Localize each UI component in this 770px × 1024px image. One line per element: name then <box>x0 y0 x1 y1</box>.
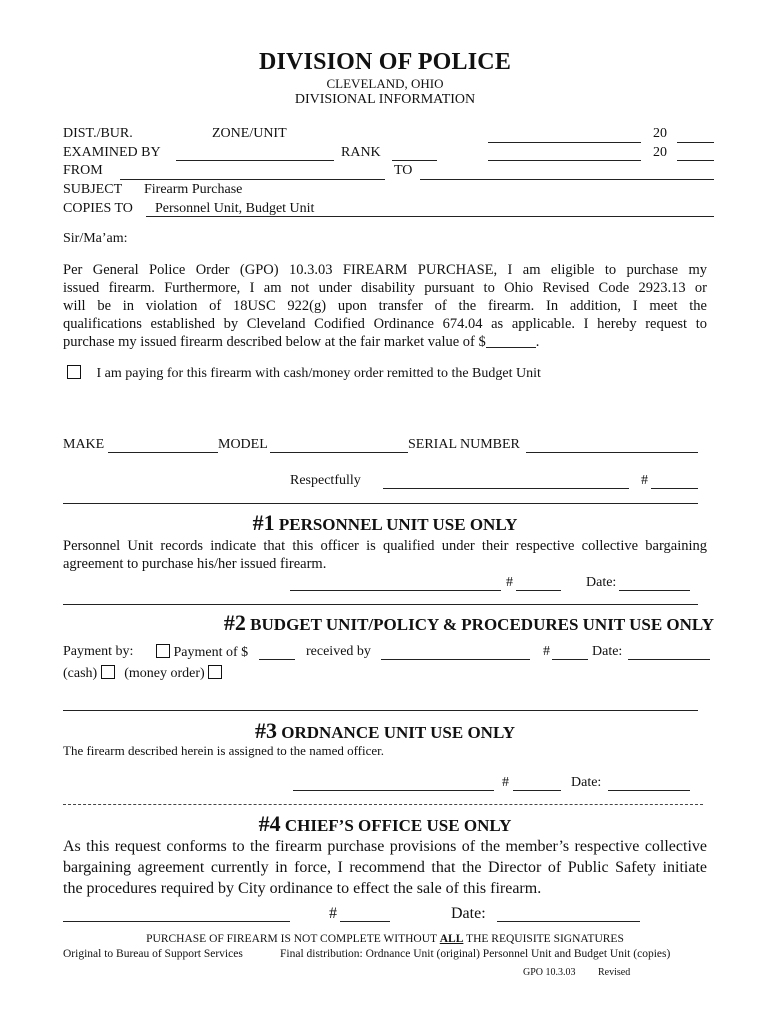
from-label: FROM <box>63 163 103 178</box>
section1-hash: # <box>506 575 513 590</box>
cash-option <box>63 665 222 682</box>
section4-date-label: Date: <box>451 905 486 922</box>
dist-bur-label: DIST./BUR. <box>63 126 133 141</box>
serial-number-field[interactable] <box>526 452 698 453</box>
paragraph-end: . <box>535 334 540 350</box>
section4-title: CHIEF’S OFFICE USE ONLY <box>284 816 512 835</box>
section4-line: As this request conforms to the firearm purchase provisions of the member’s respective collective <box>63 838 707 855</box>
section1-text <box>63 537 707 573</box>
section2-hash: # <box>543 644 550 659</box>
notice-emphasis: ALL <box>439 933 464 945</box>
request-paragraph <box>63 261 707 351</box>
paragraph-line: purchase my issued firearm described below at the fair market value of $ <box>63 334 486 350</box>
money-order-checkbox[interactable] <box>208 665 222 679</box>
section3-number: #3 <box>254 718 277 743</box>
respectfully-signature-field[interactable] <box>383 488 629 489</box>
section4-line: the procedures required by City ordinance to effect the sale of this firearm. <box>63 880 542 897</box>
from-field[interactable] <box>120 179 385 180</box>
model-label: MODEL <box>218 437 268 452</box>
section2-badge-field[interactable] <box>552 659 588 660</box>
section1-date-label: Date: <box>586 575 617 590</box>
money-order-label: (money order) <box>124 666 205 681</box>
section4-date-field[interactable] <box>497 921 640 922</box>
to-field[interactable] <box>420 179 714 180</box>
section4-hash: # <box>329 905 337 922</box>
page-title: DIVISION OF POLICE <box>258 49 512 75</box>
payment-of-label: Payment of $ <box>173 645 249 660</box>
respectfully-hash: # <box>641 473 648 488</box>
footer-notice <box>0 933 770 945</box>
examined-by-label: EXAMINED BY <box>63 145 161 160</box>
payment-checkbox[interactable] <box>156 644 170 658</box>
paying-checkbox[interactable] <box>67 365 81 379</box>
salutation: Sir/Ma’am: <box>63 231 128 246</box>
notice-text: PURCHASE OF FIREARM IS NOT COMPLETE WITHOUT <box>146 933 440 945</box>
respectfully-badge-field[interactable] <box>651 488 698 489</box>
serial-number-label: SERIAL NUMBER <box>408 437 520 452</box>
section2-title: BUDGET UNIT/POLICY & PROCEDURES UNIT USE ONLY <box>250 615 714 634</box>
subject-value: Firearm Purchase <box>144 182 243 197</box>
section2-date-label: Date: <box>592 644 623 659</box>
paragraph-line: qualifications established by Cleveland Codified Ordinance 674.04 as applicable. I hereby request to <box>63 316 707 332</box>
divider <box>63 710 698 711</box>
respectfully-label: Respectfully <box>290 473 361 488</box>
section3-title: ORDNANCE UNIT USE ONLY <box>281 723 516 742</box>
divider <box>63 503 698 504</box>
payment-by-label: Payment by: <box>63 644 134 659</box>
section1-heading <box>0 510 770 536</box>
section1-title: PERSONNEL UNIT USE ONLY <box>278 515 518 534</box>
divider <box>63 804 703 805</box>
copies-to-underline <box>146 216 714 217</box>
section1-date-field[interactable] <box>619 590 690 591</box>
paragraph-last-line <box>63 333 707 351</box>
city-label: CLEVELAND, OHIO <box>326 76 444 91</box>
received-by-label: received by <box>306 644 371 659</box>
date-field-2[interactable] <box>488 160 641 161</box>
section1-badge-field[interactable] <box>516 590 561 591</box>
year-prefix-1: 20 <box>653 126 667 141</box>
make-label: MAKE <box>63 437 105 452</box>
rank-label: RANK <box>341 145 381 160</box>
section2-number: #2 <box>223 610 246 635</box>
paying-note: I am paying for this firearm with cash/money order remitted to the Budget Unit <box>96 366 541 381</box>
section1-line: agreement to purchase his/her issued firearm. <box>63 556 327 572</box>
year-field-2[interactable] <box>677 160 714 161</box>
footer-original: Original to Bureau of Support Services <box>63 948 243 960</box>
section3-heading <box>0 718 770 744</box>
notice-text: THE REQUISITE SIGNATURES <box>463 933 624 945</box>
rank-field[interactable] <box>392 160 437 161</box>
received-by-field[interactable] <box>381 659 530 660</box>
section4-number: #4 <box>258 811 281 836</box>
section1-number: #1 <box>252 510 275 535</box>
divider <box>63 604 698 605</box>
section3-date-label: Date: <box>571 775 602 790</box>
subject-label: SUBJECT <box>63 182 123 197</box>
year-field-1[interactable] <box>677 142 714 143</box>
payment-of-row <box>156 644 248 661</box>
model-field[interactable] <box>270 452 408 453</box>
paragraph-line: issued firearm. Furthermore, I am not under disability pursuant to Ohio Revised Code 2923.13 or <box>63 280 707 296</box>
cash-label: (cash) <box>63 666 98 681</box>
paragraph-line: Per General Police Order (GPO) 10.3.03 FIREARM PURCHASE, I am eligible to purchase my <box>63 262 707 278</box>
form-number: GPO 10.3.03 <box>523 967 576 978</box>
section1-signature-field[interactable] <box>290 590 501 591</box>
section4-signature-field[interactable] <box>63 921 290 922</box>
section1-line: Personnel Unit records indicate that this officer is qualified under their respective collective bargaining <box>63 538 707 554</box>
examined-by-field[interactable] <box>176 160 334 161</box>
section4-text <box>63 836 707 899</box>
payment-amount-field[interactable] <box>259 659 295 660</box>
cash-money-order-option <box>63 365 541 382</box>
section3-date-field[interactable] <box>608 790 690 791</box>
section3-badge-field[interactable] <box>513 790 561 791</box>
section4-line: bargaining agreement currently in force, I recommend that the Director of Public Safety initiate <box>63 859 707 876</box>
section3-signature-field[interactable] <box>293 790 494 791</box>
subtitle: DIVISIONAL INFORMATION <box>294 92 476 107</box>
copies-to-label: COPIES TO <box>63 201 133 216</box>
make-field[interactable] <box>108 452 218 453</box>
section3-hash: # <box>502 775 509 790</box>
section2-date-field[interactable] <box>628 659 710 660</box>
copies-to-value: Personnel Unit, Budget Unit <box>155 201 315 216</box>
date-field-1[interactable] <box>488 142 641 143</box>
paragraph-line: will be in violation of 18USC 922(g) upon transfer of the firearm. In addition, I meet the <box>63 298 707 314</box>
footer-distribution: Final distribution: Ordnance Unit (original) Personnel Unit and Budget Unit (copies) <box>280 948 671 960</box>
section3-text: The firearm described herein is assigned to the named officer. <box>63 743 385 758</box>
revised-label: Revised <box>598 967 631 978</box>
to-label: TO <box>394 163 413 178</box>
section4-heading <box>0 811 770 837</box>
cash-checkbox[interactable] <box>101 665 115 679</box>
zone-unit-label: ZONE/UNIT <box>212 126 287 141</box>
year-prefix-2: 20 <box>653 145 667 160</box>
section2-heading <box>0 610 770 636</box>
fair-market-value-field[interactable] <box>486 335 536 348</box>
section4-badge-field[interactable] <box>340 921 390 922</box>
